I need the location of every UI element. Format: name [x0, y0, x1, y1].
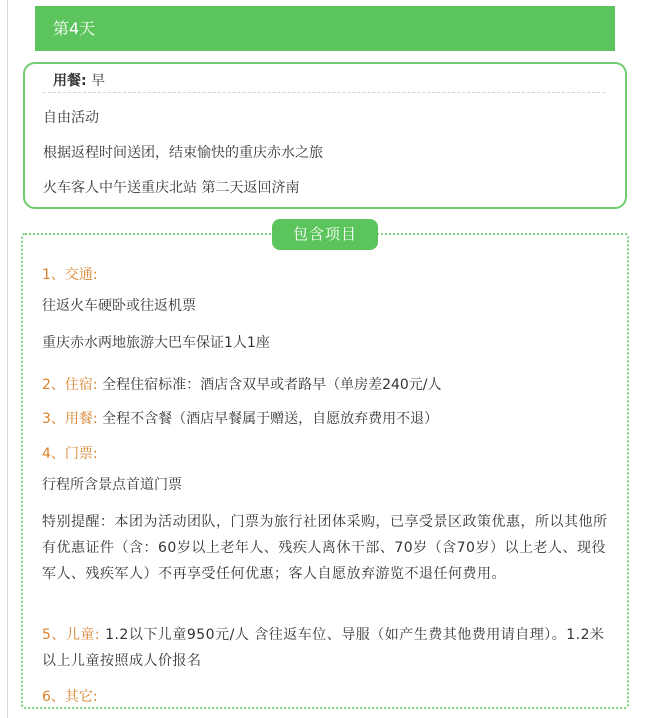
- included-items-tab: 包含项目: [272, 219, 378, 250]
- transport-line: 往返火车硬卧或往返机票: [42, 298, 196, 314]
- tickets-note: 特别提醒：本团为活动团队，门票为旅行社团体采购，已享受景区政策优惠，所以其他所有优惠证件（含：60岁以上老年人、残疾人离休干部、70岁（含70岁）以上老人、现役军人、残疾军人）不再享受任何优惠；客人自愿放弃游览不退任何费用。: [42, 514, 608, 582]
- children-row: [42, 622, 612, 674]
- meal-row: [53, 70, 105, 90]
- day-title: 第4天: [53, 19, 96, 38]
- children-heading: 5、儿童:: [42, 627, 101, 643]
- lodging-heading: 2、住宿:: [42, 377, 98, 393]
- tickets-line: 行程所含景点首道门票: [42, 477, 182, 493]
- meal-value: 早: [91, 73, 106, 89]
- meals-row: [42, 408, 438, 428]
- day-itinerary-box: [23, 62, 627, 209]
- other-heading: 6、其它:: [42, 689, 98, 705]
- meals-heading: 3、用餐:: [42, 411, 98, 427]
- day-activity-line: 火车客人中午送重庆北站 第二天返回济南: [43, 180, 300, 196]
- meal-label: 用餐:: [53, 73, 87, 89]
- meal-divider: [43, 92, 605, 93]
- lodging-text: 全程住宿标准：酒店含双早或者路早（单房差240元/人: [102, 377, 442, 393]
- children-text: 1.2以下儿童950元/人 含往返车位、导服（如产生费其他费用请自理）。1.2米以上儿童按照成人价报名: [42, 627, 605, 669]
- meals-text: 全程不含餐（酒店早餐属于赠送，自愿放弃费用不退）: [102, 411, 439, 427]
- lodging-row: [42, 374, 442, 394]
- transport-line: 重庆赤水两地旅游大巴车保证1人1座: [42, 335, 270, 351]
- page-left-rule: [7, 0, 8, 718]
- day-activity-line: 自由活动: [43, 110, 99, 126]
- tickets-heading: 4、门票:: [42, 446, 98, 462]
- transport-heading: 1、交通:: [42, 267, 98, 283]
- day-activity-line: 根据返程时间送团，结束愉快的重庆赤水之旅: [43, 145, 323, 161]
- day-title-bar: [35, 6, 615, 51]
